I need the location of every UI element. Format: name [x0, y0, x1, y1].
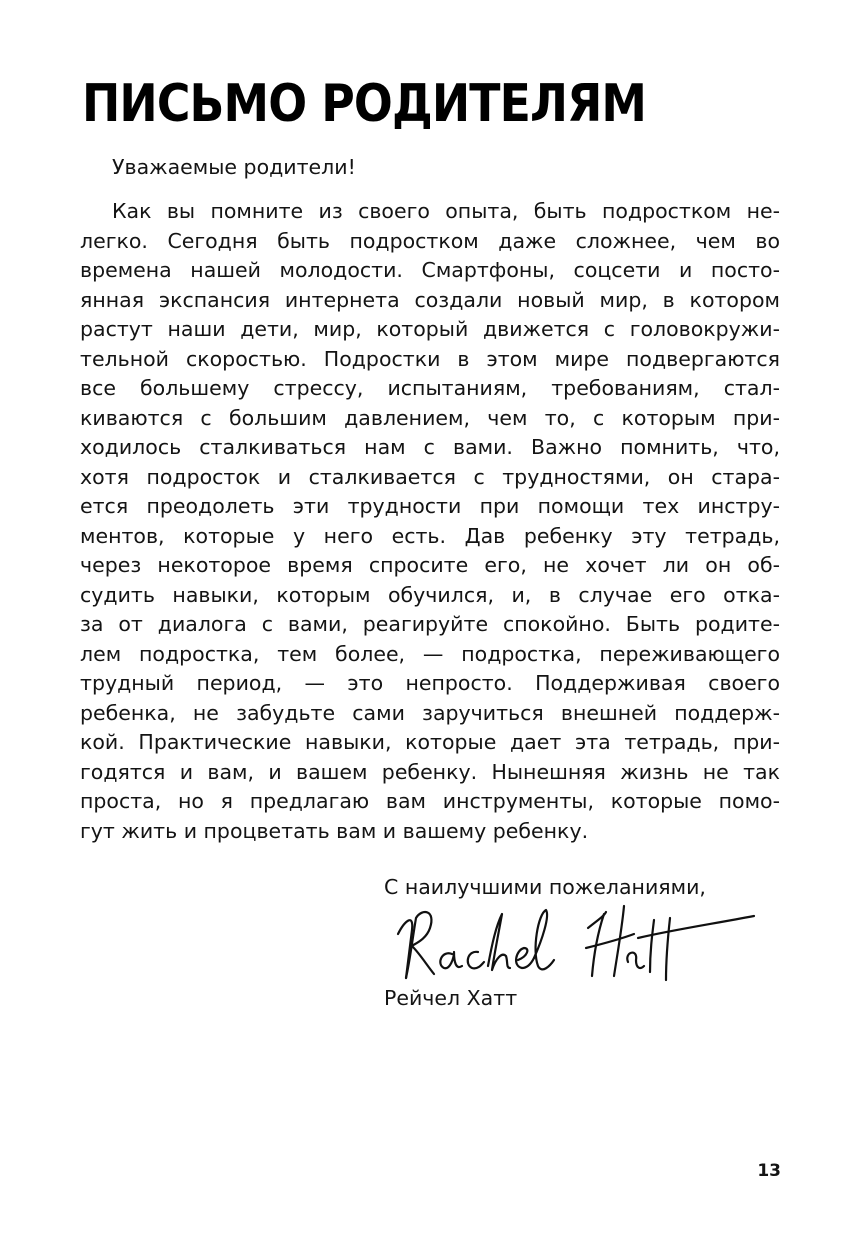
body-line: гут жить и процветать вам и вашему ребенку.	[80, 818, 589, 843]
body-line: все большему стрессу, испытаниям, требованиям, стал-	[80, 376, 780, 400]
body-line: тельной скоростью. Подростки в этом мире подвергаются	[80, 346, 780, 371]
body-line: трудный период, — это непросто. Поддерживая своего	[80, 671, 780, 695]
body-line: через некоторое время спросите его, не хочет ли он об-	[80, 553, 780, 577]
body-line: киваются с большим давлением, чем то, с которым при-	[80, 405, 780, 430]
body-line: янная экспансия интернета создали новый мир, в котором	[80, 287, 780, 312]
letter-body	[80, 197, 780, 846]
body-line: ходилось сталкиваться нам с вами. Важно помнить, что,	[80, 435, 780, 459]
body-line: ментов, которые у него есть. Дав ребенку эту тетрадь,	[80, 523, 780, 548]
salutation: Уважаемые родители!	[112, 155, 356, 179]
page-title: ПИСЬМО РОДИТЕЛЯМ	[82, 74, 647, 134]
body-line: годятся и вам, и вашем ребенку. Нынешняя жизнь не так	[80, 759, 780, 784]
handwritten-signature	[392, 900, 762, 985]
body-line: судить навыки, которым обучился, и, в случае его отка-	[80, 582, 780, 607]
body-line: времена нашей молодости. Смартфоны, соцсети и посто-	[80, 258, 780, 282]
body-line: проста, но я предлагаю вам инструменты, которые помо-	[80, 789, 780, 813]
author-name: Рейчел Хатт	[384, 986, 518, 1010]
page-number: 13	[757, 1161, 781, 1181]
body-line: за от диалога с вами, реагируйте спокойно. Быть родите-	[80, 612, 780, 636]
closing-line: С наилучшими пожеланиями,	[384, 875, 706, 899]
body-line: растут наши дети, мир, который движется с головокружи-	[80, 317, 780, 341]
body-line: ется преодолеть эти трудности при помощи тех инстру-	[80, 494, 780, 518]
body-line: лем подростка, тем более, — подростка, переживающего	[80, 641, 780, 666]
body-line: кой. Практические навыки, которые дает эта тетрадь, при-	[80, 730, 780, 754]
body-line: хотя подросток и сталкивается с трудностями, он стара-	[80, 464, 780, 489]
body-line: Как вы помните из своего опыта, быть подростком не-	[112, 199, 780, 223]
body-line: ребенка, не забудьте сами заручиться внешней поддерж-	[80, 700, 780, 725]
body-line: легко. Сегодня быть подростком даже сложнее, чем во	[80, 228, 780, 253]
